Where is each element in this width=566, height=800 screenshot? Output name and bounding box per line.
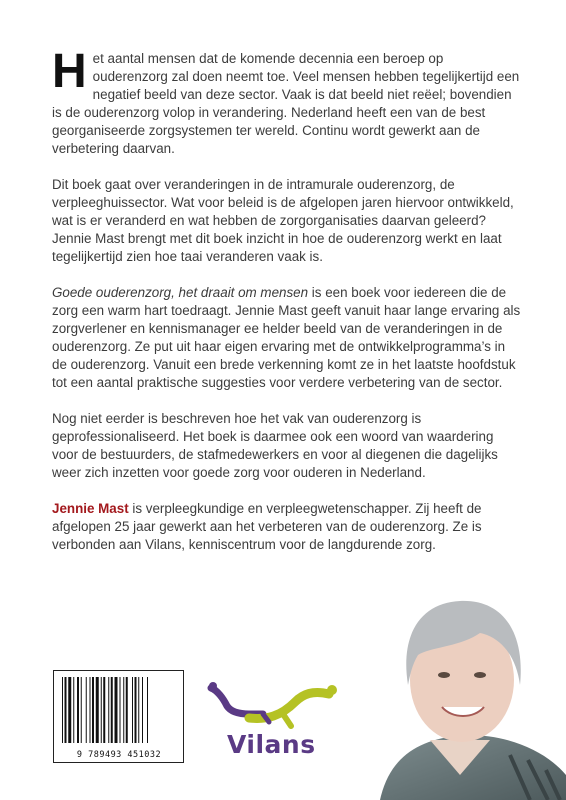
barcode-bar	[101, 677, 102, 743]
barcode-bar	[111, 677, 113, 743]
author-photo	[360, 575, 566, 800]
author-name: Jennie Mast	[52, 501, 129, 516]
barcode-bar	[123, 677, 124, 743]
barcode-bar	[77, 677, 79, 743]
isbn-number: 9 789493 451032	[76, 750, 162, 760]
book-title: Goede ouderenzorg, het draait om mensen	[52, 285, 309, 300]
barcode-bar	[86, 677, 87, 743]
barcode-bar	[96, 677, 99, 743]
barcode-bar	[103, 677, 105, 743]
vilans-logo-text: Vilans	[227, 730, 316, 759]
intro-text: et aantal mensen dat de komende decennia een beroep op ouderenzorg zal doen neemt toe. Veel mensen hebben tegelijkertijd een negatief beeld van deze sector. Vaak is dat beeld niet reëel; bovendien is de ouderenzorg volop in verandering. Nederland heeft een van de best georganiseerde zorgsystemen ter wereld. Continu wordt gewerkt aan de verbetering daarvan.	[52, 51, 520, 156]
isbn-barcode	[53, 670, 184, 763]
drop-cap: H	[52, 45, 87, 98]
barcode-bar	[142, 677, 143, 743]
barcode-bar	[115, 677, 118, 743]
barcode-bar	[147, 677, 148, 743]
cover-text	[52, 45, 522, 572]
barcode-bar	[120, 677, 121, 743]
paragraph-3-text: is een boek voor iedereen die de zorg een warm hart toedraagt. Jennie Mast geeft vanuit haar lange ervaring als zorgverlener en kennismanager ee helder beeld van de veranderingen in de ouderenzorg. Ze put uit haar eigen ervaring met de ontwikkelprogramma’s in de ouderenzorg. Vanuit een brede verkenning komt ze in het laatste hoofdstuk tot een aantal praktische suggesties voor verdere verbetering van de sector.	[52, 285, 521, 390]
barcode-bar	[135, 677, 137, 743]
barcode-bars	[60, 677, 178, 747]
barcode-bar	[92, 677, 94, 743]
barcode-bar	[90, 677, 91, 743]
barcode-bar	[81, 677, 82, 743]
barcode-bar	[65, 677, 67, 743]
barcode-bar	[132, 677, 133, 743]
author-bio-text: is verpleegkundige en verpleegwetenschapper. Zij heeft de afgelopen 25 jaar gewerkt aan het verbeteren van de ouderenzorg. Ze is verbonden aan Vilans, kenniscentrum voor de langdurende zorg.	[52, 501, 482, 552]
author-bio	[52, 500, 522, 554]
barcode-bar	[138, 677, 139, 743]
intro-paragraph	[52, 45, 522, 158]
barcode-bar	[62, 677, 63, 743]
paragraph-2: Dit boek gaat over veranderingen in de intramurale ouderenzorg, de verpleeghuissector. Wat voor beleid is de afgelopen jaren hiervoor ontwikkeld, wat is er veranderd en wat hebben de zorgorganisaties daarvan geleerd? Jennie Mast brengt met dit boek inzicht in hoe de ouderenzorg werkt en laat tegelijkertijd zien hoe taai veranderen vaak is.	[52, 177, 514, 264]
paragraph-4: Nog niet eerder is beschreven hoe het vak van ouderenzorg is geprofessionaliseerd. Het boek is daarmee ook een woord van waardering voor de bestuurders, de stafmedewerkers en voor al diegenen die dagelijks weer zich inzetten voor goede zorg voor ouderen in Nederland.	[52, 411, 498, 480]
paragraph-3	[52, 284, 522, 392]
barcode-bar	[73, 677, 74, 743]
barcode-bar	[68, 677, 71, 743]
barcode-bar	[126, 677, 128, 743]
barcode-bar	[108, 677, 109, 743]
